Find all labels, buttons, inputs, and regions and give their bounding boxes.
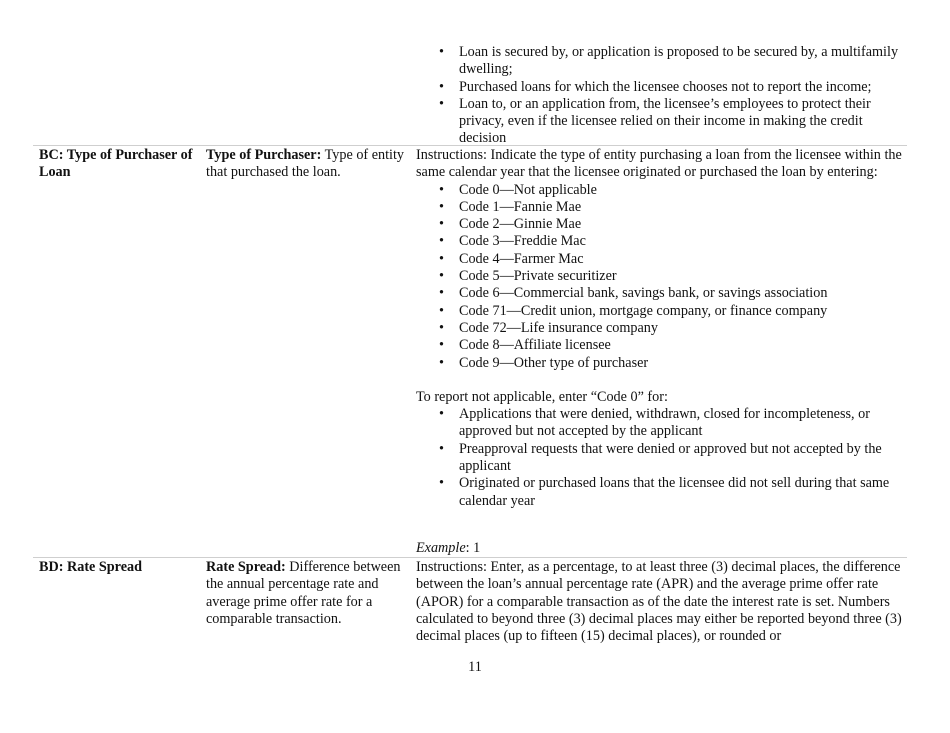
list-item: • Code 72—Life insurance company: [416, 320, 906, 337]
list-item: • Code 3—Freddie Mac: [416, 233, 906, 250]
list-item: • Code 8—Affiliate licensee: [416, 337, 906, 354]
row-divider: [33, 145, 907, 146]
bc-example-label: Example: [416, 540, 466, 556]
list-item: • Code 1—Fannie Mae: [416, 199, 906, 216]
bc-definition: [206, 147, 406, 182]
list-item: • Applications that were denied, withdrawn, closed for incompleteness, or approved but not accepted by the applicant: [416, 406, 906, 441]
bc-definition-text: Type of entity that purchased the loan.: [206, 147, 404, 181]
list-item: • Loan to, or an application from, the licensee’s employees to protect their privacy, even if the licensee relied on their income in making the credit decision: [416, 96, 906, 148]
bd-instructions: Instructions: Enter, as a percentage, to at least three (3) decimal places, the difference between the loan’s annual percentage rate (APR) and the average prime offer rate (APOR) for a comparable transaction as of the date the interest rate is set. Numbers calculated to beyond three (3) decimal places may either be reported beyond three (3) decimal places (up to fifteen (15) decimal places), or rounded or: [416, 559, 902, 645]
list-item: • Code 4—Farmer Mac: [416, 251, 906, 268]
list-item: • Code 6—Commercial bank, savings bank, or savings association: [416, 285, 906, 302]
list-item: • Loan is secured by, or application is proposed to be secured by, a multifamily dwelling;: [416, 44, 906, 79]
bd-definition: [206, 559, 406, 628]
row-divider: [33, 557, 907, 558]
bc-instructions: [416, 147, 906, 510]
bc-example-value: : 1: [465, 540, 481, 556]
bd-field-name: BD: Rate Spread: [39, 559, 142, 575]
bc-na-list: [416, 406, 906, 510]
bc-na-intro: To report not applicable, enter “Code 0” for:: [416, 388, 668, 405]
list-item: • Purchased loans for which the licensee chooses not to report the income;: [416, 79, 906, 96]
list-item: • Code 9—Other type of purchaser: [416, 355, 906, 372]
list-item: • Preapproval requests that were denied or approved but not accepted by the applicant: [416, 441, 906, 476]
list-item: • Code 0—Not applicable: [416, 182, 906, 199]
list-item: • Originated or purchased loans that the licensee did not sell during that same calendar year: [416, 475, 906, 510]
list-item: • Code 5—Private securitizer: [416, 268, 906, 285]
list-item: • Code 71—Credit union, mortgage company, or finance company: [416, 303, 906, 320]
bd-definition-text: Difference between the annual percentage rate and average prime offer rate for a comparable transaction.: [206, 559, 401, 627]
list-item: • Code 2—Ginnie Mae: [416, 216, 906, 233]
bc-instructions-text: Instructions: Indicate the type of entity purchasing a loan from the licensee within the same calendar year that the licensee originated or purchased the loan by entering:: [416, 147, 902, 181]
bc-term: Type of Purchaser:: [206, 147, 322, 163]
page-number: 11: [468, 659, 482, 675]
previous-row-instructions: [416, 44, 906, 148]
exclusion-list: [416, 44, 906, 148]
bc-field-name: BC: Type of Purchaser of Loan: [39, 147, 193, 181]
bc-example: [416, 540, 906, 557]
bd-term: Rate Spread:: [206, 559, 286, 575]
bc-code-list: [416, 182, 906, 372]
